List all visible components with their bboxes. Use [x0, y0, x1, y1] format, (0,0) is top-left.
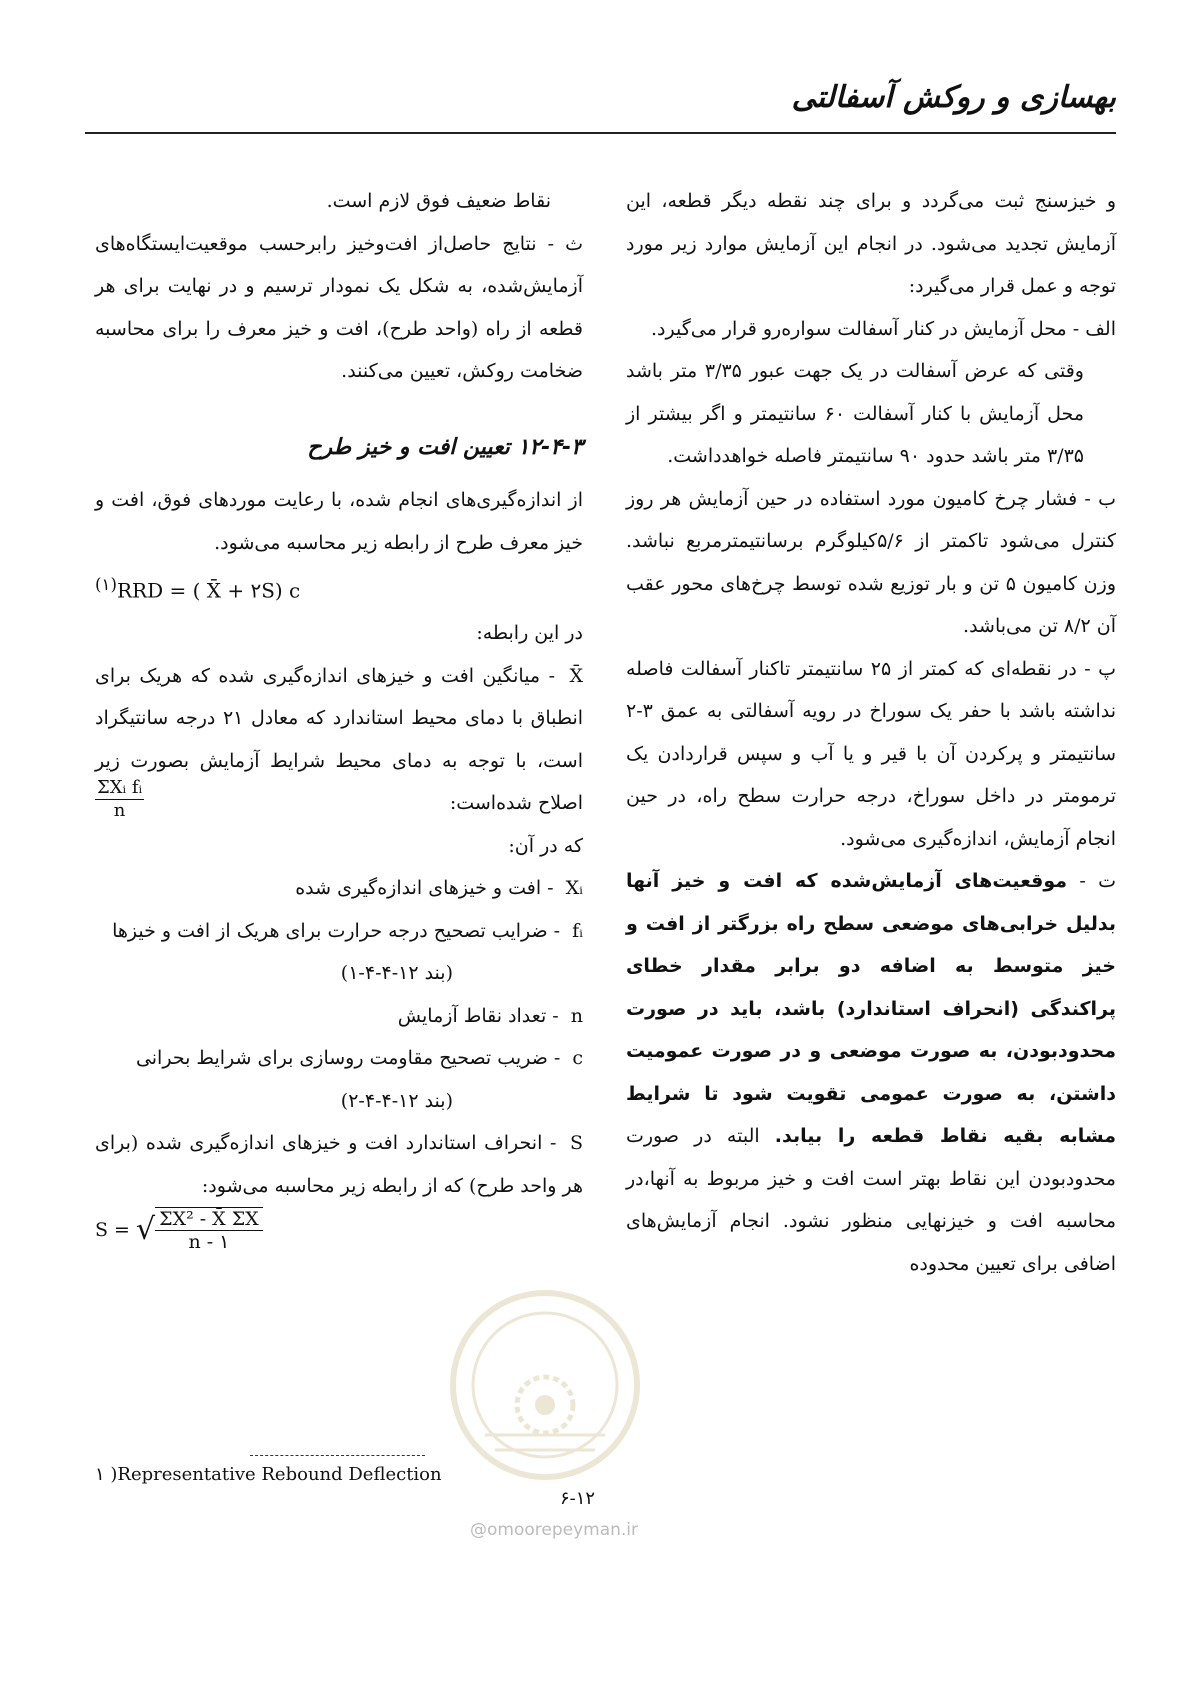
xbar-fraction-denominator: n — [113, 799, 126, 821]
def-s — [95, 1122, 583, 1207]
section-intro: از اندازه‌گیری‌های انجام شده، با رعایت موردهای فوق، افت و خیز معرف طرح از رابطه زیر محاسبه می‌شود. — [95, 489, 583, 554]
def-xbar — [95, 655, 583, 825]
item-be-text: فشار چرخ کامیون مورد استفاده در حین آزمایش هر روز کنترل می‌شود تاکمتر از ۵/۶کیلوگرم برسانتیمترمربع نباشد. وزن کامیون ۵ تن و بار توزیع شده توسط چرخ‌های محور عقب آن ۸/۲ تن می‌باشد. — [626, 487, 1116, 637]
def-c-symbol: c — [572, 1047, 583, 1070]
page-header-title: بهسازی و روکش آسفالتی — [791, 80, 1116, 115]
item-se-text: نتایج حاصل‌از افت‌وخیز رابرحسب موقعیت‌ایستگاه‌های آزمایش‌شده، به شکل یک نمودار ترسیم و در نهایت برای هر قطعه از راه (واحد طرح)، افت و خیز معرف را برای محاسبه ضخامت روکش، تعیین می‌کنند. — [95, 232, 583, 382]
s-formula-numerator: ΣX² - X̄ ΣX — [155, 1208, 263, 1231]
header-rule — [85, 132, 1116, 134]
def-xi — [95, 867, 583, 910]
watermark-seal-icon — [445, 1285, 645, 1485]
s-formula-denominator: n - ۱ — [188, 1231, 230, 1254]
s-formula-lhs: S = — [95, 1219, 130, 1242]
def-fi-ref: (بند ۱۲-۴-۴-۱) — [340, 962, 453, 985]
watermark-url: @omoorepeyman.ir — [470, 1520, 639, 1540]
s-formula-fraction — [155, 1207, 263, 1253]
in-this-relation: در این رابطه: — [476, 622, 583, 645]
item-alef-text: محل آزمایش در کنار آسفالت سواره‌رو قرار می‌گیرد. — [650, 317, 1067, 340]
item-te-normal-text: البته در صورت محدودبودن این نقاط بهتر است افت و خیز مربوط به آنها،در محاسبه افت و خیزنهایی منظور نشود. انجام آزمایش‌های اضافی برای تعیین محدوده — [626, 1125, 1116, 1275]
def-fi-text: - ضرایب تصحیح درجه حرارت برای هریک از افت و خیزها — [112, 919, 561, 942]
item-alef — [626, 308, 1116, 351]
item-te-bold-text: موقعیت‌های آزمایش‌شده که افت و خیز آنها بدلیل خرابی‌های موضعی سطح راه بزرگتر از افت و خیز متوسط به اضافه دو برابر مقدار خطای پراکندگی (انحراف استاندارد) باشد، باید در صورت محدودبودن، به صورت موضعی و در صورت عمومیت داشتن، به صورت عمومی تقویت شود تا شرایط مشابه بقیه نقاط قطعه را بیابد. — [626, 870, 1116, 1147]
item-te — [626, 860, 1116, 1285]
def-xbar-symbol: X̄ — [569, 664, 583, 687]
right-column — [626, 180, 1116, 1285]
s-formula-radical — [136, 1207, 263, 1253]
item-alef-marker: الف - — [1072, 317, 1116, 340]
def-xi-text: - افت و خیزهای اندازه‌گیری شده — [295, 877, 554, 900]
xbar-fraction-numerator: ΣXᵢ fᵢ — [97, 776, 143, 798]
def-c-text: - ضریب تصحیح مقاومت روسازی برای شرایط بحرانی — [135, 1047, 561, 1070]
item-te-marker: ت - — [1079, 870, 1116, 892]
item-be — [626, 478, 1116, 648]
def-xbar-text: - میانگین افت و خیزهای اندازه‌گیری شده‌ که هریک برای انطباق با دمای محیط استاندارد که معادل ۲۱ درجه سانتیگراد است، با توجه به دمای محیط شرایط آزمایش بصورت زیر اصلاح شده‌است: — [95, 664, 584, 815]
formula-footnote-mark: (۱) — [95, 575, 117, 594]
def-xi-symbol: Xᵢ — [565, 877, 583, 900]
item-be-marker: ب - — [1084, 487, 1116, 510]
rrd-formula — [95, 564, 583, 612]
def-s-symbol: S — [569, 1132, 583, 1155]
def-c — [95, 1037, 583, 1080]
def-n-text: - تعداد نقاط آزمایش — [397, 1004, 559, 1027]
item-alef-continuation: وقتی که عرض آسفالت در یک جهت عبور ۳/۳۵ متر باشد محل آزمایش با کنار آسفالت ۶۰ سانتیمتر و اگر بیشتر از ۳/۳۵ متر باشد حدود ۹۰ سانتیمتر فاصله خواهدداشت. — [626, 360, 1084, 467]
page-number: ۶-۱۲ — [560, 1488, 596, 1509]
footnote-rule — [250, 1455, 425, 1456]
xbar-fraction — [95, 777, 144, 822]
def-xbar-block — [95, 655, 583, 825]
rrd-formula-text: RRD = ( X̄ + ۲S) c — [116, 578, 301, 603]
radical-sign-icon: √ — [135, 1212, 156, 1248]
footnote: ۱ )Representative Rebound Deflection — [95, 1464, 442, 1485]
item-pe — [626, 648, 1116, 861]
intro-paragraph: و خیزسنج ثبت می‌گردد و برای چند نقطه دیگر قطعه، این آزمایش تجدید می‌شود. در انجام این آزمایش موارد زیر مورد توجه و عمل قرار می‌گیرد: — [626, 190, 1116, 297]
def-s-text: - انحراف استاندارد افت و خیزهای اندازه‌گیری شده (برای هر واحد طرح) که از رابطه زیر محاسبه می‌شود: — [95, 1132, 583, 1197]
item-se — [95, 223, 583, 393]
s-formula — [95, 1207, 583, 1253]
item-pe-marker: پ - — [1084, 657, 1116, 680]
def-n-symbol: n — [570, 1004, 583, 1027]
def-fi-symbol: fᵢ — [572, 919, 583, 942]
continuation-text: نقاط ضعیف فوق لازم است. — [326, 190, 551, 212]
item-se-marker: ث - — [547, 232, 583, 255]
item-pe-text: در نقطه‌ای که کمتر از ۲۵ سانتیمتر تاکنار آسفالت فاصله نداشته باشد با حفر یک سوراخ در رویه آسفالتی به عمق ۳-۲ سانتیمتر و پرکردن آن با قیر و یا آب و سپس قراردادن یک ترمومتر در داخل سوراخ، درجه حرارت سطح راه، در حین انجام آزمایش، اندازه‌گیری می‌شود. — [626, 657, 1116, 850]
where-text: که در آن: — [508, 834, 583, 857]
left-column — [95, 180, 583, 1253]
def-fi — [95, 910, 583, 953]
def-c-ref: (بند ۱۲-۴-۴-۲) — [340, 1089, 453, 1112]
def-n — [95, 995, 583, 1038]
section-heading: ۱۲-۴-۳ تعیین افت و خیز طرح — [307, 434, 583, 460]
